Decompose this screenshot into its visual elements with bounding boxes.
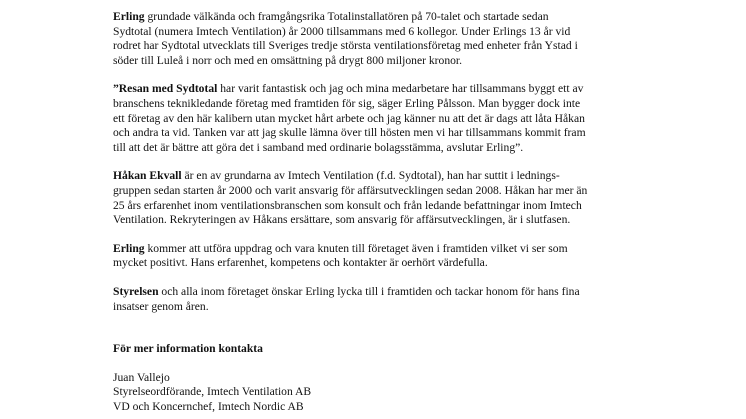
line-text: branschens teknikledande företag med framtiden för sig, säger Erling Pålsson. Man bygger dock inte (113, 96, 581, 110)
line-text: är en av grundarna av Imtech Ventilation (f.d. Sydtotal), han har suttit i lednings- (181, 169, 560, 183)
lead-text: Erling (113, 10, 145, 23)
lead-text: ”Resan med Sydtotal (113, 82, 218, 96)
text-line (113, 285, 743, 300)
line-text: och andra ta vid. Tanken var att jag skulle lämna över till hösten men vi har tillsammans kommit fram (113, 126, 586, 140)
text-line (113, 141, 743, 156)
line-text: grundade välkända och framgångsrika Totalinstallatören på 70-talet och startade sedan (144, 10, 549, 23)
contact-name: Juan Vallejo (113, 370, 170, 384)
text-line (113, 112, 743, 127)
paragraph-board (113, 285, 743, 314)
paragraph-erling-intro (113, 10, 743, 68)
text-line (113, 169, 743, 184)
text-line (113, 300, 743, 315)
text-line (113, 97, 743, 112)
paragraph-hakan (113, 169, 743, 227)
line-text: kommer att utföra uppdrag och vara knuten till företaget även i framtiden vilket vi ser som (144, 241, 568, 255)
contact-block (113, 371, 743, 415)
lead-text: Styrelsen (113, 284, 159, 298)
text-line (113, 256, 743, 271)
line-text: Sydtotal (numera Imtech Ventilation) år 2000 tillsammans med 6 kollegor. Under Erlings 13 år vid (113, 24, 571, 38)
text-line (113, 242, 743, 257)
paragraph-quote (113, 82, 743, 155)
line-text: till att det är bättre att göra det i samband med ordinarie bolagsstämma, avslutar Erling”. (113, 140, 524, 154)
paragraph-erling-future (113, 242, 743, 271)
line-text: mycket positivt. Hans erfarenhet, kompetens och kontakter är oerhört värdefulla. (113, 256, 488, 270)
contact-title: Styrelseordförande, Imtech Ventilation AB (113, 385, 312, 399)
text-line (113, 82, 743, 97)
text-line (113, 10, 743, 25)
line-text: och alla inom företaget önskar Erling lycka till i framtiden och tackar honom för hans fina (158, 284, 580, 298)
text-line (113, 213, 743, 228)
line-text: söder till Luleå i norr och med en omsättning på drygt 800 miljoner kronor. (113, 53, 463, 67)
line-text: Ventilation. Rekryteringen av Håkans ersättare, som ansvarig för affärsutvecklingen, är i slutfasen. (113, 213, 571, 227)
line-text: ett företag av den här kalibern utan mycket hårt arbete och jag känner nu att det är dags att låta Håkan (113, 111, 585, 125)
contact-title: VD och Koncernchef, Imtech Nordic AB (113, 399, 304, 413)
lead-text: Håkan Ekvall (113, 169, 182, 183)
lead-text: Erling (113, 241, 145, 255)
contact-heading: För mer information kontakta (113, 342, 263, 356)
line-text: rodret har Sydtotal utvecklats till Sveriges tredje största ventilationsföretag med enheter från Ystad i (113, 39, 578, 53)
text-line (113, 54, 743, 69)
text-line (113, 25, 743, 40)
line-text: 25 års erfarenhet inom ventilationsbranschen som konsult och från ledande befattningar inom Imtech (113, 198, 582, 212)
text-line (113, 39, 743, 54)
line-text: insatser genom åren. (113, 299, 209, 313)
document-page (113, 10, 743, 414)
line-text: har varit fantastisk och jag och mina medarbetare har tillsammans byggt ett av (217, 82, 584, 96)
text-line (113, 126, 743, 141)
text-line (113, 184, 743, 199)
text-line (113, 199, 743, 214)
line-text: gruppen sedan starten år 2000 och varit ansvarig för affärsutvecklingen sedan 2008. Håkan har mer än (113, 183, 588, 197)
